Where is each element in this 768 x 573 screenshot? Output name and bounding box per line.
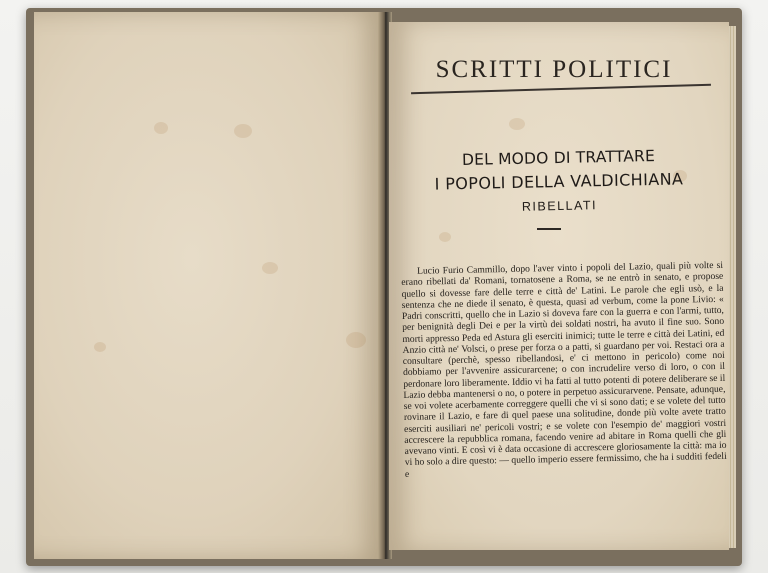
- foxing-spot: [262, 262, 278, 274]
- title-ornament: [537, 228, 561, 230]
- foxing-spot: [94, 342, 106, 352]
- body-text: [401, 260, 727, 480]
- header-rule: [411, 84, 711, 94]
- foxing-spot: [346, 332, 366, 348]
- right-page: [389, 22, 729, 550]
- foxing-spot: [234, 124, 252, 138]
- title-line-2: I POPOLI DELLA VALDICHIANA: [434, 169, 684, 194]
- foxing-spot: [439, 232, 451, 242]
- page-header: SCRITTI POLITICI: [435, 56, 673, 83]
- title-line-3: RIBELLATI: [521, 198, 598, 214]
- title-line-1: DEL MODO DI TRATTARE: [461, 146, 656, 170]
- left-page: [34, 12, 384, 559]
- foxing-spot: [509, 118, 525, 130]
- foxing-spot: [154, 122, 168, 134]
- chapter-title: [408, 143, 709, 221]
- body-paragraph: Lucio Furio Cammillo, dopo l'aver vinto i popoli del Lazio, quali più volte si erano ribellati da' Romani, tornatosene a Roma, se ne entrò in senato, e propose quello si dovesse fare delle terre e città de' Latini. Le parole che egli usò, e la sentenza che ne diede il senato, è questa, quasi ad verbum, come la pone Livio: « Padri conscritti, quello che in Lazio si doveva fare con la guerra e con l'armi, tutto, per benignità degli Dei e per la virtù dei soldati nostri, ha avuto il fine suo. Sono morti appresso Peda ed Astura gli eserciti inimici; tutte le terre e città dei Latini, ed Anzio città ne' Volsci, o prese per forza o a patti, si guardano per voi. Restaci ora a consultare (perchè, spesso ribellandosi, e' ci mettono in pericolo) come noi dobbiamo per l'avvenire assicurarcene; o con incrudelire verso di loro, o con il perdonare loro liberamente. Iddio vi ha fatti al tutto potenti di potere deliberare se il Lazio debba mantenersi o no, o potere in perpetuo assicurarvene. Pensate, adunque, se voi volete acerbamente correggere quelli che vi si sono dati; e se volete del tutto rovinare il Lazio, e fare di quel paese una solitudine, donde più volte avete tratto eserciti ausiliari ne' pericoli vostri; e se volete con l'esempio de' maggiori vostri accrescere la repubblica romana, facendo venire ad abitare in Roma quelli che gli avevano vinti. E così vi è data occasione di accrescere gloriosamente la città: ma io vi ho solo a dire questo: — quello imperio essere fermissimo, che ha i sudditi fedeli e: [401, 259, 727, 480]
